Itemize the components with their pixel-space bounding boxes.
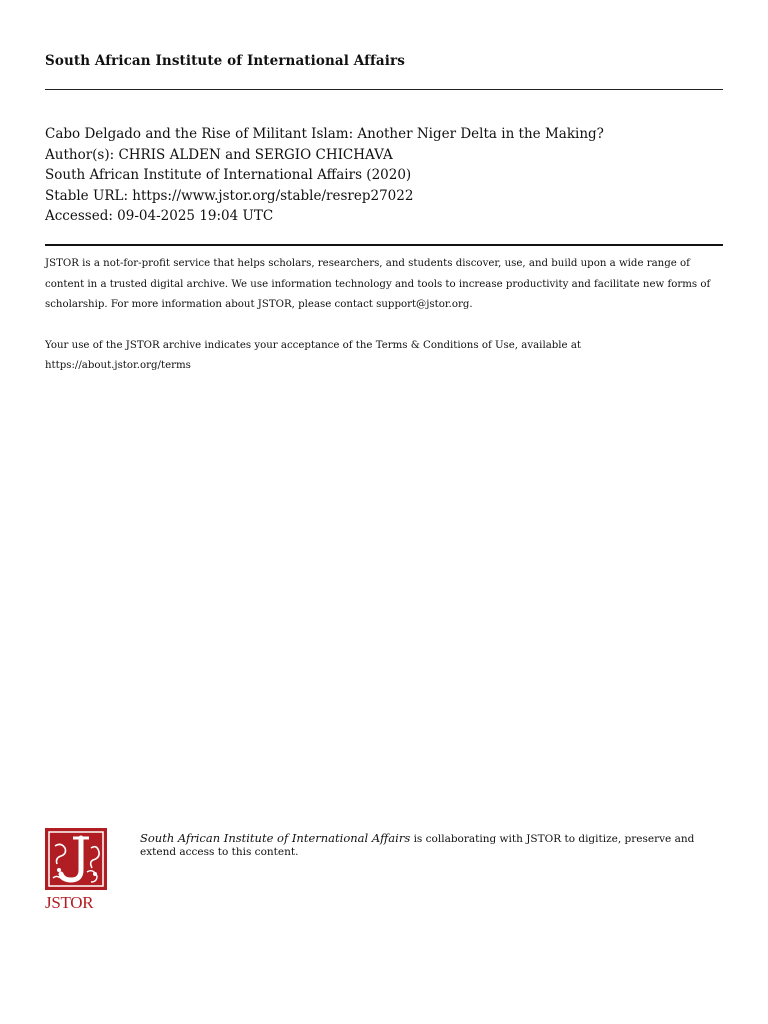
stable-url[interactable]: Stable URL: https://www.jstor.org/stable/resrep27022 xyxy=(45,187,414,204)
terms-text: Your use of the JSTOR archive indicates your acceptance of the Terms & Conditions of Use, available at xyxy=(45,339,581,351)
accessed-date: Accessed: 09-04-2025 19:04 UTC xyxy=(45,208,274,224)
jstor-about-paragraph: JSTOR is a not-for-profit service that helps scholars, researchers, and students discover, use, and build upon a wide range of content in a trusted digital archive. We use information technology and tools to increase productivity and facilitate new forms of scholarship. For more information about JSTOR, please contact support@jstor.org. xyxy=(45,258,711,311)
article-authors: Author(s): CHRIS ALDEN and SERGIO CHICHAVA xyxy=(45,146,393,163)
jstor-logo xyxy=(45,828,109,913)
article-title: Cabo Delgado and the Rise of Militant Islam: Another Niger Delta in the Making? xyxy=(45,126,604,142)
footer-collab-text: is collaborating with JSTOR to digitize, preserve and extend access to this content. xyxy=(140,833,695,858)
citation-block xyxy=(45,124,604,227)
publisher-header: South African Institute of International Affairs xyxy=(45,53,405,69)
cover-page xyxy=(45,0,723,1024)
citation-divider xyxy=(45,244,723,246)
jstor-notice xyxy=(45,254,723,377)
terms-link[interactable]: https://about.jstor.org/terms xyxy=(45,360,191,372)
terms-paragraph xyxy=(45,336,723,377)
header-divider xyxy=(45,89,723,90)
footer-publisher-name: South African Institute of International Affairs xyxy=(140,831,411,845)
collaboration-statement xyxy=(140,832,700,858)
footer xyxy=(45,828,723,928)
jstor-logo-icon xyxy=(45,828,107,890)
jstor-logo-text: JSTOR xyxy=(45,893,94,912)
article-source: South African Institute of International Affairs (2020) xyxy=(45,167,412,183)
